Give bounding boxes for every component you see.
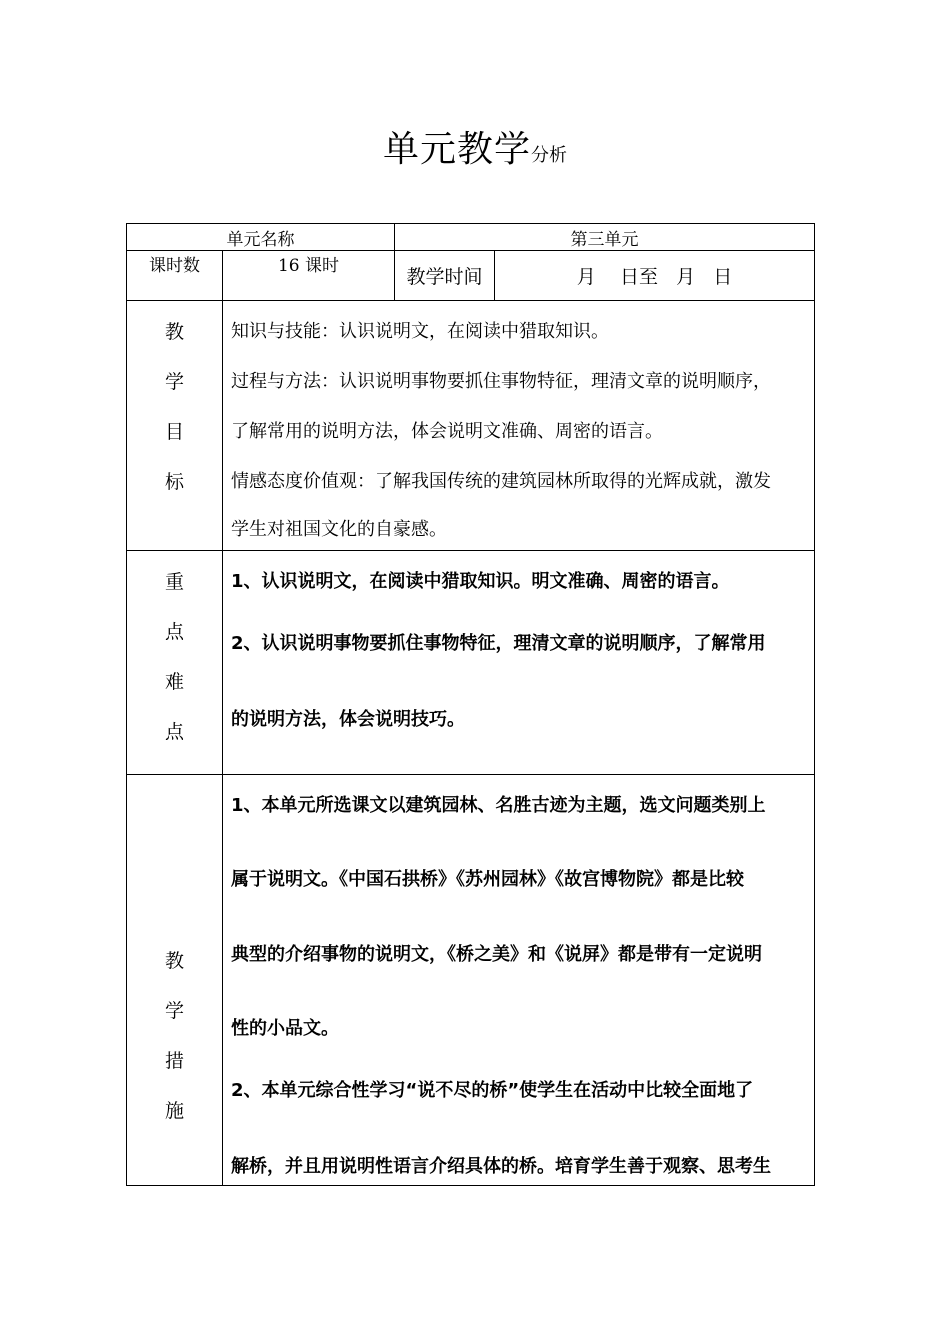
goals-line: 情感态度价值观：了解我国传统的建筑园林所取得的光辉成就，激发 <box>231 471 771 492</box>
key-points-label-char: 难 <box>164 671 184 693</box>
unit-name-label: 单元名称 <box>226 230 295 250</box>
measures-line: 属于说明文。《中国石拱桥》《苏州园林》《故宫博物院》都是比较 <box>231 869 744 890</box>
goals-line: 学生对祖国文化的自豪感。 <box>231 519 447 540</box>
measures-line: 解桥，并且用说明性语言介绍具体的桥。培育学生善于观察、思考生 <box>231 1156 771 1177</box>
key-points-line: 的说明方法，体会说明技巧。 <box>231 709 465 730</box>
key-points-label-char: 重 <box>164 571 184 593</box>
key-points-label-char: 点 <box>164 621 184 643</box>
goals-label-char: 标 <box>164 471 184 493</box>
goals-label-char: 学 <box>164 371 184 393</box>
key-points-section <box>127 551 814 774</box>
title-main: 单元教学 <box>382 129 531 170</box>
unit-name-value: 第三单元 <box>570 230 639 250</box>
key-points-line: 1、认识说明文，在阅读中猎取知识。明文准确、周密的语言。 <box>231 571 730 592</box>
goals-label-char: 目 <box>164 421 184 443</box>
measures-line: 性的小品文。 <box>231 1018 339 1039</box>
goals-section <box>127 301 814 550</box>
page-title <box>0 128 950 178</box>
measures-section <box>127 775 814 1186</box>
measures-line: 1、本单元所选课文以建筑园林、名胜古迹为主题，选文问题类别上 <box>231 795 766 816</box>
measures-label-char: 施 <box>164 1100 184 1122</box>
goals-line: 知识与技能：认识说明文，在阅读中猎取知识。 <box>231 321 609 342</box>
measures-label-char: 学 <box>164 1000 184 1022</box>
teaching-time-value: 月 日至 月 日 <box>576 266 733 288</box>
hours-label: 课时数 <box>149 256 200 276</box>
title-sub: 分析 <box>531 145 567 166</box>
goals-line: 过程与方法：认识说明事物要抓住事物特征，理清文章的说明顺序， <box>231 371 771 392</box>
measures-label-char: 措 <box>164 1050 184 1072</box>
hours-value: 16 课时 <box>277 256 340 276</box>
goals-label-char: 教 <box>164 321 184 343</box>
key-points-label-char: 点 <box>164 721 184 743</box>
measures-label-char: 教 <box>164 950 184 972</box>
key-points-line: 2、认识说明事物要抓住事物特征，理清文章的说明顺序，了解常用 <box>231 633 766 654</box>
goals-line: 了解常用的说明方法，体会说明文准确、周密的语言。 <box>231 421 663 442</box>
teaching-time-label: 教学时间 <box>406 266 483 288</box>
analysis-table <box>126 223 815 1186</box>
measures-line: 典型的介绍事物的说明文，《桥之美》和《说屏》都是带有一定说明 <box>231 944 762 965</box>
measures-line: 2、本单元综合性学习“说不尽的桥”使学生在活动中比较全面地了 <box>231 1080 754 1101</box>
